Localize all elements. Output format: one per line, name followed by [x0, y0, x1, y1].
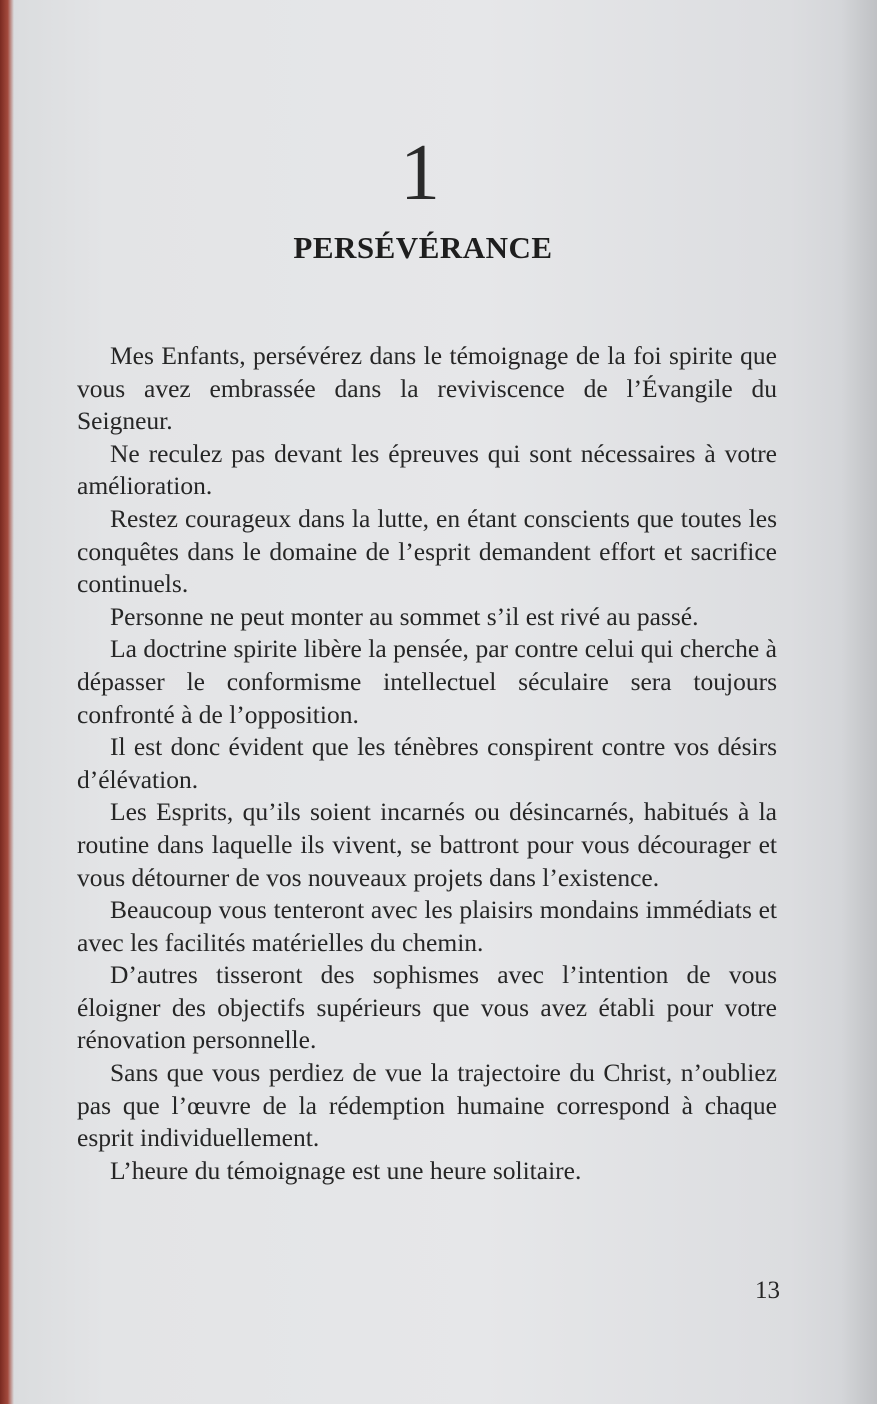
chapter-title: PERSÉVÉRANCE	[293, 230, 553, 265]
paragraph: Beaucoup vous tenteront avec les plaisirs mondains immédiats et avec les facilités matérielles du chemin.	[77, 895, 777, 957]
chapter-body	[77, 340, 777, 1187]
paragraph: Les Esprits, qu’ils soient incarnés ou désincarnés, habitués à la routine dans laquelle ils vivent, se battront pour vous décourager et vous détourner de vos nouveaux projets dans l’existence.	[77, 797, 777, 892]
paragraph: L’heure du témoignage est une heure solitaire.	[110, 1155, 582, 1185]
page-fold-shadow	[841, 0, 877, 1404]
paragraph: Restez courageux dans la lutte, en étant conscients que toutes les conquêtes dans le domaine de l’esprit demandent effort et sacrifice continuels.	[77, 503, 777, 599]
paragraph: D’autres tisseront des sophismes avec l’intention de vous éloigner des objectifs supérieurs que vous avez établi pour votre rénovation personnelle.	[77, 960, 777, 1055]
paragraph: Mes Enfants, persévérez dans le témoignage de la foi spirite que vous avez embrassée dans la reviviscence de l’Évangile du Seigneur.	[77, 341, 777, 436]
chapter-number: 1	[400, 129, 440, 217]
paragraph: Sans que vous perdiez de vue la trajectoire du Christ, n’oubliez pas que l’œuvre de la rédemption humaine correspond à chaque esprit individuellement.	[77, 1058, 777, 1153]
paragraph: Ne reculez pas devant les épreuves qui sont nécessaires à votre amélioration.	[77, 438, 777, 501]
paragraph: Il est donc évident que les ténèbres conspirent contre vos désirs d’élévation.	[77, 732, 777, 794]
page-number: 13	[755, 1277, 780, 1304]
paragraph: Personne ne peut monter au sommet s’il est rivé au passé.	[110, 601, 699, 631]
paragraph: La doctrine spirite libère la pensée, par contre celui qui cherche à dépasser le conformisme intellectuel séculaire sera toujours confronté à de l’opposition.	[77, 634, 777, 729]
